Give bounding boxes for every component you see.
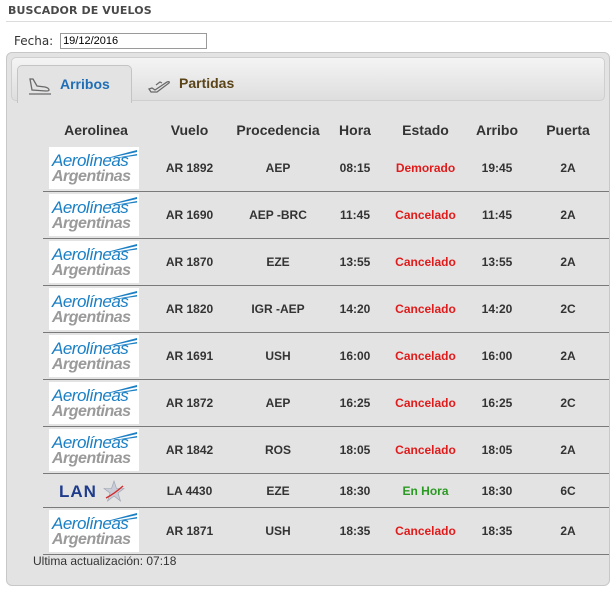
cell-vuelo: AR 1820 <box>149 286 230 333</box>
lan-star-icon <box>103 480 125 502</box>
cell-puerta: 2A <box>527 145 609 192</box>
cell-estado: En Hora <box>384 474 467 508</box>
table-row <box>43 145 609 192</box>
cell-hora: 18:35 <box>326 508 384 555</box>
cell-procedencia: USH <box>230 508 326 555</box>
departure-plane-icon <box>147 76 171 98</box>
cell-hora: 11:45 <box>326 192 384 239</box>
airline-name-line2: Argentinas <box>52 168 131 185</box>
date-label: Fecha: <box>14 33 54 48</box>
page-title: BUSCADOR DE VUELOS <box>8 4 152 17</box>
aerolineas-argentinas-logo <box>49 288 139 330</box>
cell-puerta: 2A <box>527 427 609 474</box>
cell-hora: 18:05 <box>326 427 384 474</box>
arrival-plane-icon <box>28 77 52 99</box>
cell-estado: Cancelado <box>384 508 467 555</box>
cell-arribo: 16:00 <box>467 333 527 380</box>
airline-name-line1: Aerolíneas <box>52 292 129 311</box>
tab-arribos-label: Arribos <box>60 76 110 92</box>
airline-name-line2: Argentinas <box>52 309 131 326</box>
col-vuelo: Vuelo <box>170 122 209 138</box>
lan-logo <box>49 478 139 504</box>
cell-aerolinea <box>43 333 149 380</box>
aerolineas-argentinas-logo <box>49 241 139 283</box>
cell-estado: Cancelado <box>384 380 467 427</box>
airline-name-line1: Aerolíneas <box>52 151 129 170</box>
cell-arribo: 19:45 <box>467 145 527 192</box>
aerolineas-argentinas-logo <box>49 194 139 236</box>
cell-procedencia: AEP <box>230 380 326 427</box>
cell-puerta: 2A <box>527 333 609 380</box>
airline-name-line2: Argentinas <box>52 403 131 420</box>
airline-name-line1: Aerolíneas <box>52 245 129 264</box>
cell-aerolinea <box>43 427 149 474</box>
airline-name-line2: Argentinas <box>52 356 131 373</box>
cell-aerolinea <box>43 380 149 427</box>
date-input[interactable] <box>60 33 207 49</box>
col-puerta: Puerta <box>546 122 590 138</box>
cell-vuelo: AR 1871 <box>149 508 230 555</box>
cell-arribo: 16:25 <box>467 380 527 427</box>
cell-estado: Cancelado <box>384 286 467 333</box>
cell-hora: 16:25 <box>326 380 384 427</box>
cell-arribo: 13:55 <box>467 239 527 286</box>
cell-hora: 14:20 <box>326 286 384 333</box>
airline-name: LAN <box>59 481 97 501</box>
aerolineas-argentinas-logo <box>49 429 139 471</box>
col-aerolinea: Aerolinea <box>64 122 128 138</box>
cell-arribo: 18:30 <box>467 474 527 508</box>
airline-name-line1: Aerolíneas <box>52 386 129 405</box>
cell-vuelo: AR 1842 <box>149 427 230 474</box>
cell-aerolinea <box>43 474 149 508</box>
title-divider <box>6 21 612 22</box>
col-hora: Hora <box>339 122 371 138</box>
tab-partidas-label: Partidas <box>179 75 235 91</box>
airline-name-line2: Argentinas <box>52 262 131 279</box>
flights-panel <box>6 52 610 586</box>
aerolineas-argentinas-logo <box>49 382 139 424</box>
cell-procedencia: USH <box>230 333 326 380</box>
cell-procedencia: EZE <box>230 474 326 508</box>
aerolineas-argentinas-logo <box>49 335 139 377</box>
cell-vuelo: AR 1691 <box>149 333 230 380</box>
cell-procedencia: IGR -AEP <box>230 286 326 333</box>
cell-aerolinea <box>43 286 149 333</box>
cell-hora: 13:55 <box>326 239 384 286</box>
airline-name-line1: Aerolíneas <box>52 198 129 217</box>
table-row <box>43 286 609 333</box>
cell-estado: Cancelado <box>384 239 467 286</box>
airline-name-line1: Aerolíneas <box>52 514 129 533</box>
airline-name-line2: Argentinas <box>52 531 131 548</box>
cell-puerta: 2A <box>527 239 609 286</box>
cell-estado: Cancelado <box>384 333 467 380</box>
cell-procedencia: AEP <box>230 145 326 192</box>
cell-procedencia: ROS <box>230 427 326 474</box>
cell-procedencia: AEP -BRC <box>230 192 326 239</box>
cell-estado: Cancelado <box>384 192 467 239</box>
cell-vuelo: LA 4430 <box>149 474 230 508</box>
table-row <box>43 508 609 555</box>
flights-table <box>43 115 609 555</box>
table-row <box>43 427 609 474</box>
aerolineas-argentinas-logo <box>49 510 139 552</box>
cell-hora: 08:15 <box>326 145 384 192</box>
tab-bar <box>11 57 605 101</box>
cell-procedencia: EZE <box>230 239 326 286</box>
cell-aerolinea <box>43 239 149 286</box>
airline-name-line2: Argentinas <box>52 450 131 467</box>
cell-aerolinea <box>43 508 149 555</box>
tab-partidas[interactable] <box>137 65 267 103</box>
cell-hora: 18:30 <box>326 474 384 508</box>
table-row <box>43 333 609 380</box>
col-estado: Estado <box>402 122 449 138</box>
cell-vuelo: AR 1690 <box>149 192 230 239</box>
date-filter <box>14 33 207 49</box>
cell-vuelo: AR 1872 <box>149 380 230 427</box>
cell-estado: Cancelado <box>384 427 467 474</box>
table-row <box>43 380 609 427</box>
cell-hora: 16:00 <box>326 333 384 380</box>
table-header-row <box>43 115 609 145</box>
airline-name-line1: Aerolíneas <box>52 339 129 358</box>
cell-puerta: 6C <box>527 474 609 508</box>
last-update-text: Ultima actualización: 07:18 <box>33 554 177 568</box>
cell-aerolinea <box>43 145 149 192</box>
cell-arribo: 11:45 <box>467 192 527 239</box>
cell-aerolinea <box>43 192 149 239</box>
table-row <box>43 192 609 239</box>
col-arribo: Arribo <box>476 122 518 138</box>
cell-arribo: 18:05 <box>467 427 527 474</box>
cell-arribo: 18:35 <box>467 508 527 555</box>
airline-name-line1: Aerolíneas <box>52 433 129 452</box>
cell-vuelo: AR 1892 <box>149 145 230 192</box>
cell-puerta: 2A <box>527 192 609 239</box>
cell-arribo: 14:20 <box>467 286 527 333</box>
table-row <box>43 474 609 508</box>
tab-arribos[interactable] <box>17 65 132 103</box>
col-procedencia: Procedencia <box>236 122 320 138</box>
cell-vuelo: AR 1870 <box>149 239 230 286</box>
aerolineas-argentinas-logo <box>49 147 139 189</box>
cell-estado: Demorado <box>384 145 467 192</box>
table-row <box>43 239 609 286</box>
cell-puerta: 2C <box>527 380 609 427</box>
cell-puerta: 2C <box>527 286 609 333</box>
airline-name-line2: Argentinas <box>52 215 131 232</box>
cell-puerta: 2A <box>527 508 609 555</box>
